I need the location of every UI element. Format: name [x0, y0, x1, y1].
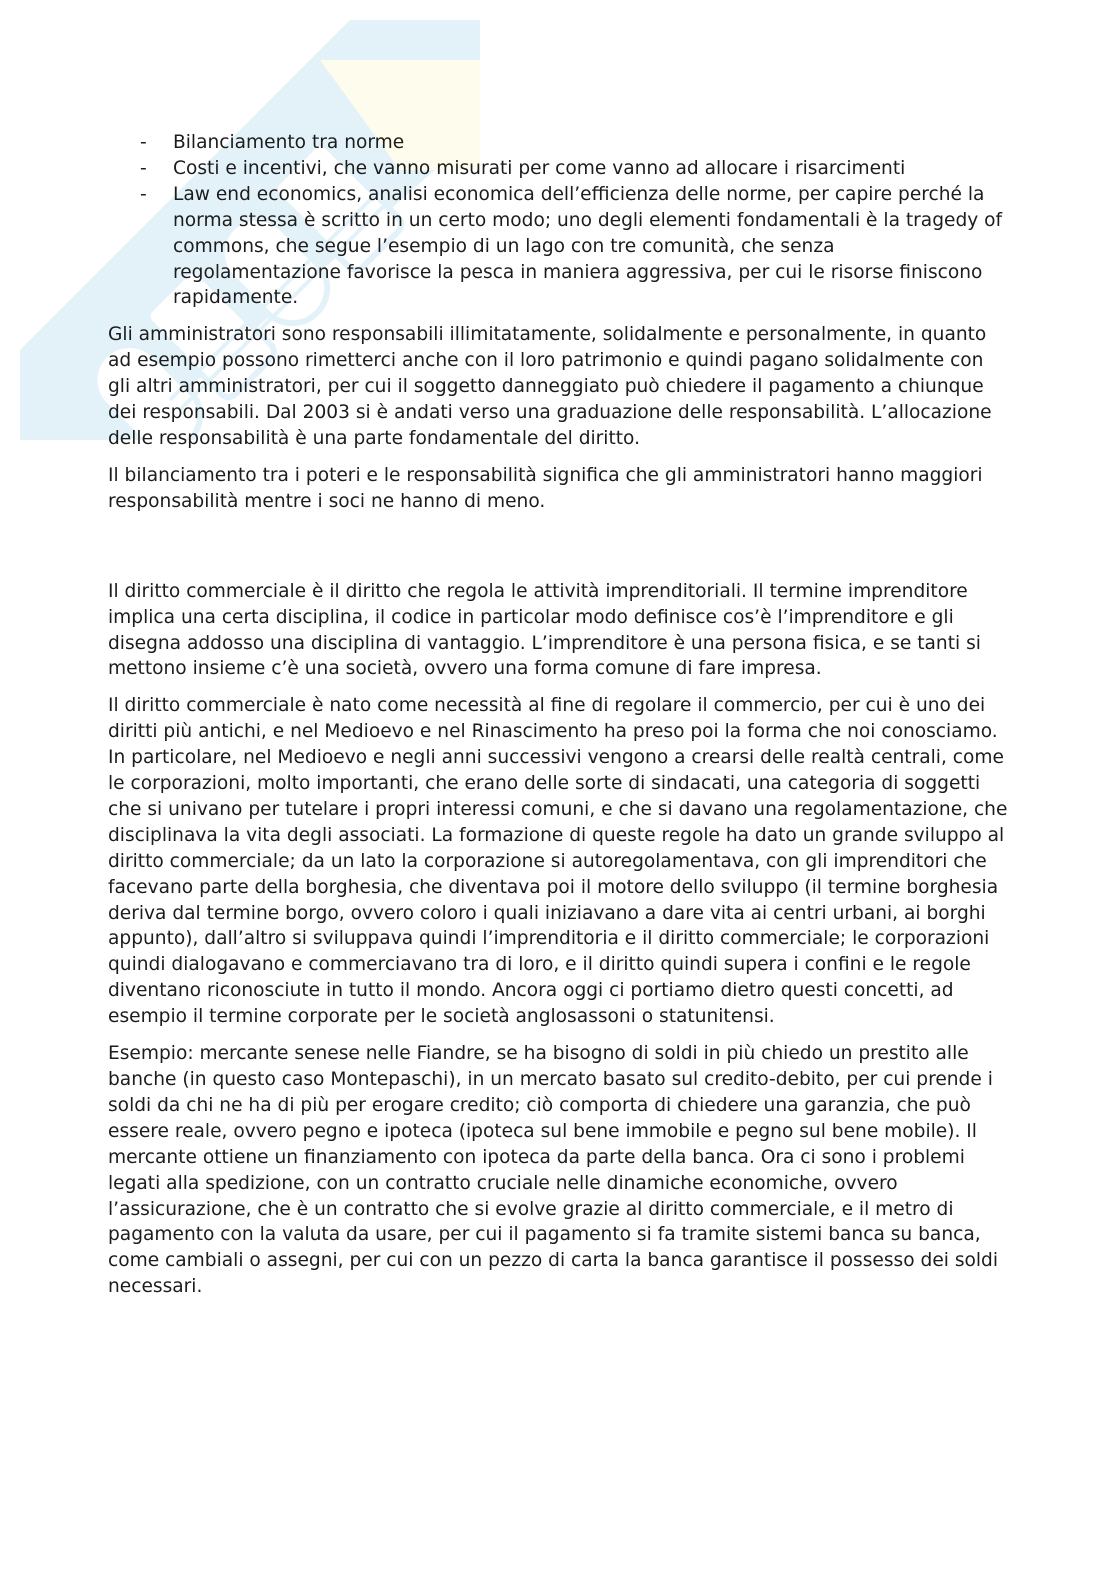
list-item-text: Costi e incentivi, che vanno misurati per come vanno ad allocare i risarcimenti [173, 157, 906, 179]
list-marker: - [140, 132, 147, 153]
paragraph-amministratori: Gli amministratori sono responsabili illimitatamente, solidalmente e personalmente, in quanto ad esempio possono rimetterci anche con il loro patrimonio e quindi pagano solidalmente con gli altri amministratori, per cui il soggetto danneggiato può chiedere il pagamento a chiunque dei responsabili. Dal 2003 si è andati verso una graduazione delle responsabilità. L’allocazione delle responsabilità è una parte fondamentale del diritto. [108, 324, 992, 449]
list-item [108, 182, 1008, 312]
paragraph-esempio: Esempio: mercante senese nelle Fiandre, se ha bisogno di soldi in più chiedo un prestito alle banche (in questo caso Montepaschi), in un mercato basato sul credito-debito, per cui prende i soldi da chi ne ha di più per erogare credito; ciò comporta di chiedere una garanzia, che può essere reale, ovvero pegno e ipoteca (ipoteca sul bene immobile e pegno sul bene mobile). Il mercante ottiene un finanziamento con ipoteca da parte della banca. Ora ci sono i problemi legati alla spedizione, con un contratto cruciale nelle dinamiche economiche, ovvero l’assicurazione, che è un contratto che si evolve grazie al diritto commerciale, e il metro di pagamento con la valuta da usare, per cui il pagamento si fa tramite sistemi banca su banca, come cambiali o assegni, per cui con un pezzo di carta la banca garantisce il possesso dei soldi necessari. [108, 1043, 999, 1298]
list-item-text: Bilanciamento tra norme [173, 132, 405, 153]
paragraph-diritto-commerciale: Il diritto commerciale è il diritto che regola le attività imprenditoriali. Il termine imprenditore implica una certa disciplina, il codice in particolar modo definisce cos’è l’imprenditore e gli disegna addosso una disciplina di vantaggio. L’imprenditore è una persona fisica, e se tanti si mettono insieme c’è una società, ovvero una forma comune di fare impresa. [108, 580, 981, 680]
document-page [108, 130, 1008, 1311]
list-item [108, 156, 1008, 182]
paragraph-storia: Il diritto commerciale è nato come necessità al fine di regolare il commercio, per cui è uno dei diritti più antichi, e nel Medioevo e nel Rinascimento ha preso poi la forma che noi conosciamo. In particolare, nel Medioevo e negli anni successivi vengono a crearsi delle realtà centrali, come le corporazioni, molto importanti, che erano delle sorte di sindacati, una categoria di soggetti che si univano per tutelare i propri interessi comuni, e che si davano una regolamentazione, che disciplinava la vita degli associati. La formazione di queste regole ha dato un grande sviluppo al diritto commerciale; da un lato la corporazione si autoregolamentava, con gli imprenditori che facevano parte della borghesia, che diventava poi il motore dello sviluppo (il termine borghesia deriva dal termine borgo, ovvero coloro i quali iniziavano a dare vita ai centri urbani, ai borghi appunto), dall’altro si sviluppava quindi l’imprenditoria e il diritto commerciale; le corporazioni quindi dialogavano e commerciavano tra di loro, e il diritto quindi supera i confini e le regole diventano riconosciute in tutto il mondo. Ancora oggi ci portiamo dietro questi concetti, ad esempio il termine corporate per le società anglosassoni o statunitensi. [108, 695, 1008, 1028]
list-item-text: Law end economics, analisi economica dell’efficienza delle norme, per capire perché la norma stessa è scritto in un certo modo; uno degli elementi fondamentali è la tragedy of commons, che segue l’esempio di un lago con tre comunità, che senza regolamentazione favorisce la pesca in maniera aggressiva, per cui le risorse finiscono rapidamente. [173, 183, 1003, 309]
section-gap [108, 526, 1008, 579]
list-marker: - [140, 157, 147, 179]
paragraph-bilanciamento: Il bilanciamento tra i poteri e le responsabilità significa che gli amministratori hanno maggiori responsabilità mentre i soci ne hanno di meno. [108, 464, 983, 512]
bullet-list [108, 130, 1008, 311]
list-marker: - [140, 183, 147, 205]
list-item [108, 130, 1008, 156]
